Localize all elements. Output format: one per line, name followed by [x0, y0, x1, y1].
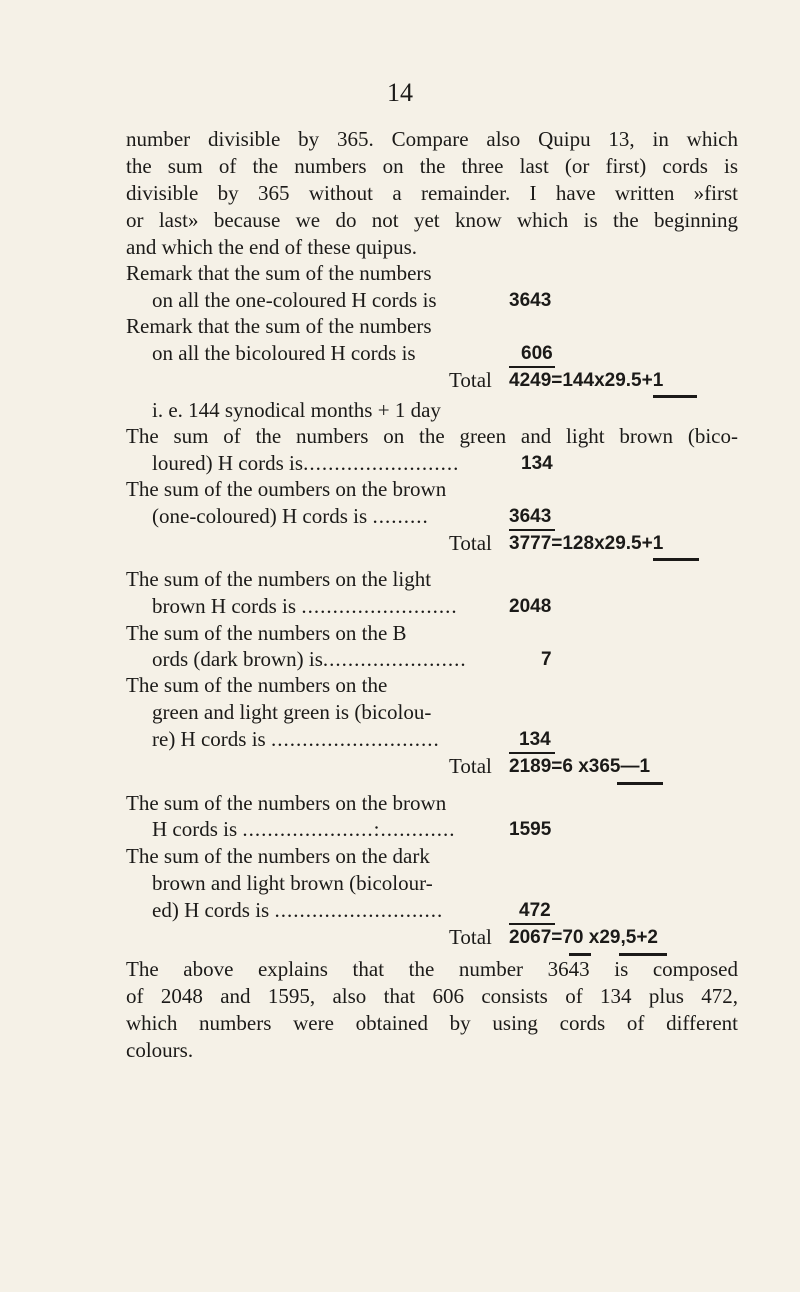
g3-row2-leader: .......................	[322, 647, 467, 671]
g2-row1-line2: loured) H cords is.........................	[152, 451, 460, 475]
g1-remark2-line1: Remark that the sum of the numbers	[126, 314, 432, 338]
g3-row3-line3: re) H cords is ...........................	[152, 727, 440, 751]
g2-row2-line1: The sum of the oumbers on the brown	[126, 477, 447, 501]
g4-row1-line1: The sum of the numbers on the brown	[126, 791, 447, 815]
g3-total-label: Total	[449, 754, 492, 778]
g4-row1-leader: .....................:............	[242, 817, 456, 841]
g1-remark1-line2: on all the one-coloured H cords is	[152, 288, 437, 312]
g2-total-label: Total	[449, 531, 492, 555]
g3-total-underline	[617, 782, 663, 785]
g3-row2-line2: ords (dark brown) is.......................	[152, 647, 467, 671]
g1-total-expression: 4249=144x29.5+1	[509, 370, 664, 391]
g4-total-underline-b	[619, 953, 667, 956]
g1-total-underline	[653, 395, 697, 398]
intro-line-2: the sum of the numbers on the three last (or first) cords is	[126, 154, 738, 178]
g3-row1-line1: The sum of the numbers on the light	[126, 567, 432, 591]
g3-row3-value: 134	[519, 729, 551, 750]
g1-total-label: Total	[449, 368, 492, 392]
g2-row2-line2: (one-coloured) H cords is .........	[152, 504, 429, 528]
outro-line-1: The above explains that the number 3643 is composed	[126, 957, 738, 981]
g3-row3-line1: The sum of the numbers on the	[126, 673, 388, 697]
g1-remark1-value: 3643	[509, 290, 552, 311]
g1-remark2-line2: on all the bicoloured H cords is	[152, 341, 416, 365]
page-number: 14	[387, 78, 413, 107]
outro-line-4: colours.	[126, 1038, 194, 1062]
g4-row2-leader: ...........................	[274, 898, 444, 922]
g4-row2-line1: The sum of the numbers on the dark	[126, 844, 430, 868]
g3-row2-line1: The sum of the numbers on the B	[126, 621, 407, 645]
g3-row1-line2: brown H cords is .........................	[152, 594, 458, 618]
g4-total-label: Total	[449, 925, 492, 949]
outro-line-2: of 2048 and 1595, also that 606 consists of 134 plus 472,	[126, 984, 738, 1008]
g1-sum-rule	[509, 366, 555, 368]
intro-line-4: or last» because we do not yet know which is the beginning	[126, 208, 738, 232]
g3-row1-value: 2048	[509, 596, 552, 617]
g3-row3-leader: ...........................	[270, 727, 440, 751]
g2-row1-leader: .........................	[303, 451, 460, 475]
g4-total-underline-a	[569, 953, 591, 956]
g2-total-underline	[653, 558, 699, 561]
g1-remark1-line1: Remark that the sum of the numbers	[126, 261, 432, 285]
g1-note: i. e. 144 synodical months + 1 day	[152, 398, 441, 422]
g2-row2-value: 3643	[509, 506, 552, 527]
g3-total-expression: 2189=6 x365—1	[509, 756, 651, 777]
intro-line-3: divisible by 365 without a remainder. I have written »first	[126, 181, 738, 205]
g2-row2-leader: .........	[372, 504, 429, 528]
g4-row2-line3: ed) H cords is ...........................	[152, 898, 444, 922]
g3-row3-line2: green and light green is (bicolou-	[152, 700, 432, 724]
g4-row2-line2: brown and light brown (bicolour-	[152, 871, 433, 895]
g2-row1-value: 134	[521, 453, 553, 474]
g4-total-expression: 2067=70 x29,5+2	[509, 927, 658, 948]
g3-sum-rule	[509, 752, 555, 754]
g3-row2-value: 7	[541, 649, 552, 670]
g4-row1-value: 1595	[509, 819, 552, 840]
intro-line-5: and which the end of these quipus.	[126, 235, 418, 259]
g4-sum-rule	[509, 923, 555, 925]
outro-line-3: which numbers were obtained by using cords of different	[126, 1011, 738, 1035]
g2-total-expression: 3777=128x29.5+1	[509, 533, 664, 554]
g4-row2-value: 472	[519, 900, 551, 921]
g3-row1-leader: .........................	[301, 594, 458, 618]
g1-remark2-value: 606	[521, 343, 553, 364]
intro-line-1: number divisible by 365. Compare also Quipu 13, in which	[126, 127, 738, 151]
g2-sum-rule	[509, 529, 555, 531]
g2-row1-line1: The sum of the numbers on the green and light brown (bico-	[126, 424, 738, 448]
g4-row1-line2: H cords is .....................:............	[152, 817, 456, 841]
